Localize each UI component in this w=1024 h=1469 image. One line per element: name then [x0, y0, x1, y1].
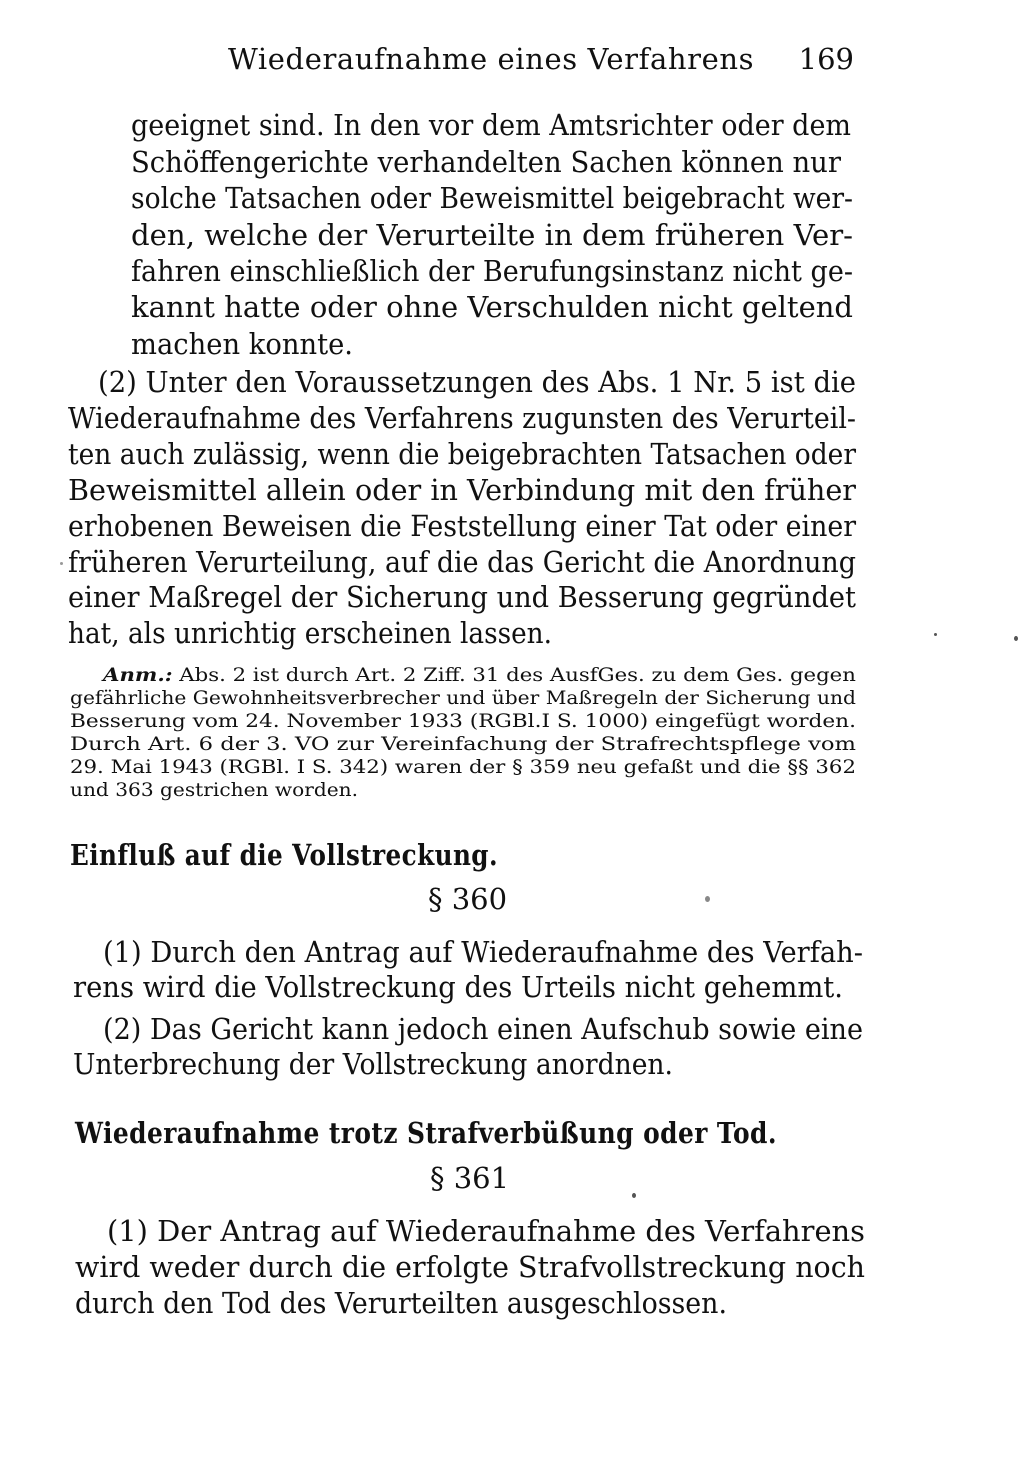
text-line: fahren einschließlich der Berufungsinstanz nicht ge-	[131, 254, 853, 288]
section-heading: Wiederaufnahme trotz Strafverbüßung oder Tod.	[75, 1116, 777, 1150]
scan-speck	[60, 562, 63, 565]
text-line: machen konnte.	[131, 327, 353, 361]
annotation-line: Besserung vom 24. November 1933 (RGBl.I S. 1000) eingefügt worden.	[70, 711, 856, 732]
text-line: erhobenen Beweisen die Feststellung einer Tat oder einer	[68, 509, 856, 543]
running-header	[228, 42, 854, 82]
text-line: (2) Das Gericht kann jedoch einen Aufschub sowie eine	[103, 1012, 863, 1046]
text-line: (2) Unter den Voraussetzungen des Abs. 1 Nr. 5 ist die	[98, 365, 856, 399]
scan-speck	[934, 633, 937, 636]
section-number: § 360	[428, 882, 508, 916]
text-line: rens wird die Vollstreckung des Urteils nicht gehemmt.	[73, 970, 843, 1004]
text-line: Wiederaufnahme des Verfahrens zugunsten des Verurteil-	[68, 401, 856, 435]
scan-speck	[1014, 636, 1018, 641]
text-line: (1) Durch den Antrag auf Wiederaufnahme des Verfah-	[103, 935, 863, 969]
running-header-title: Wiederaufnahme eines Verfahrens	[228, 42, 755, 76]
text-line: wird weder durch die erfolgte Strafvollstreckung noch	[75, 1250, 865, 1284]
text-line: (1) Der Antrag auf Wiederaufnahme des Verfahrens	[107, 1214, 865, 1248]
annotation-text: Abs. 2 ist durch Art. 2 Ziff. 31 des AusfGes. zu dem Ges. gegen	[179, 665, 856, 686]
text-line: Schöffengerichte verhandelten Sachen können nur	[131, 145, 841, 179]
scan-speck	[632, 1193, 636, 1198]
text-line: geeignet sind. In den vor dem Amtsrichter oder dem	[131, 108, 851, 142]
annotation-prefix: Anm.:	[103, 665, 173, 686]
text-line: früheren Verurteilung, auf die das Gericht die Anordnung	[68, 545, 856, 579]
annotation-line: Durch Art. 6 der 3. VO zur Vereinfachung der Strafrechtspflege vom	[70, 734, 856, 755]
annotation-line: 29. Mai 1943 (RGBl. I S. 342) waren der § 359 neu gefaßt und die §§ 362	[70, 757, 856, 778]
annotation-first-line	[103, 664, 856, 688]
text-line: durch den Tod des Verurteilten ausgeschlossen.	[75, 1286, 727, 1320]
text-line: einer Maßregel der Sicherung und Besserung gegründet	[68, 580, 856, 614]
text-line: hat, als unrichtig erscheinen lassen.	[68, 616, 552, 650]
text-line: Beweismittel allein oder in Verbindung mit den früher	[68, 473, 856, 507]
scan-speck	[705, 896, 710, 902]
text-line: den, welche der Verurteilte in dem früheren Ver-	[131, 218, 853, 252]
text-line: solche Tatsachen oder Beweismittel beigebracht wer-	[131, 181, 853, 215]
page-number: 169	[798, 42, 854, 76]
text-line: Unterbrechung der Vollstreckung anordnen.	[73, 1047, 673, 1081]
section-heading: Einfluß auf die Vollstreckung.	[70, 838, 498, 872]
text-line: kannt hatte oder ohne Verschulden nicht geltend	[131, 290, 853, 324]
section-number: § 361	[430, 1161, 510, 1195]
annotation-line: gefährliche Gewohnheitsverbrecher und über Maßregeln der Sicherung und	[70, 688, 856, 709]
annotation-line: und 363 gestrichen worden.	[70, 780, 358, 801]
text-line: ten auch zulässig, wenn die beigebrachten Tatsachen oder	[68, 437, 856, 471]
